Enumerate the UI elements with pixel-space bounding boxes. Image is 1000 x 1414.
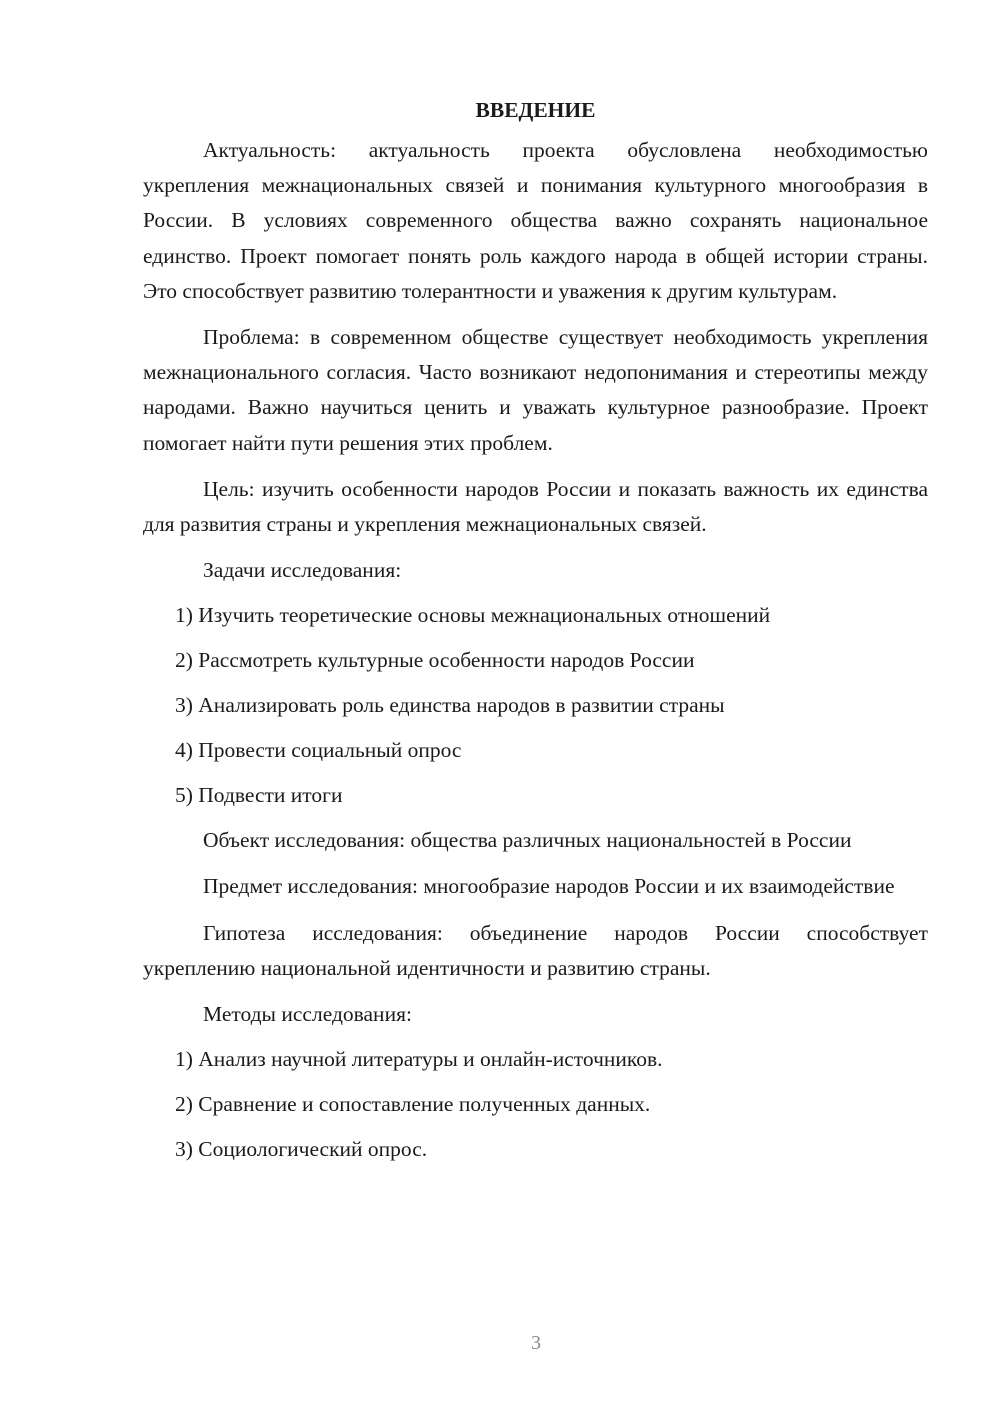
task-item: 3) Анализировать роль единства народов в развитии страны	[175, 693, 725, 718]
subject-paragraph: Предмет исследования: многообразие народов России и их взаимодействие	[203, 874, 895, 899]
page-number: 3	[531, 1332, 541, 1354]
method-item: 3) Социологический опрос.	[175, 1137, 428, 1162]
methods-label: Методы исследования:	[203, 1002, 412, 1027]
hypothesis-paragraph: Гипотеза исследования: объединение народов России способствует укреплению национальной идентичности и развитию страны.	[143, 920, 928, 980]
task-item: 1) Изучить теоретические основы межнациональных отношений	[175, 603, 771, 628]
page-content	[143, 96, 928, 1177]
task-item: 5) Подвести итоги	[175, 783, 343, 808]
goal-paragraph: Цель: изучить особенности народов России и показать важность их единства для развития страны и укрепления межнациональных связей.	[143, 476, 928, 537]
page-title: ВВЕДЕНИЕ	[475, 98, 596, 122]
relevance-paragraph: Актуальность: актуальность проекта обусловлена необходимостью укрепления межнациональных связей и понимания культурного многообразия в России. В условиях современного общества важно сохранять национальное единство. Проект помогает понять роль каждого народа в общей истории страны. Это способствует развитию толерантности и уважения к другим культурам.	[143, 138, 928, 303]
object-paragraph: Объект исследования: общества различных национальностей в России	[203, 828, 852, 853]
method-item: 1) Анализ научной литературы и онлайн-источников.	[175, 1047, 663, 1072]
task-item: 2) Рассмотреть культурные особенности народов России	[175, 648, 695, 673]
problem-paragraph: Проблема: в современном обществе существует необходимость укрепления межнационального согласия. Часто возникают недопонимания и стереотипы между народами. Важно научиться ценить и уважать культурное разнообразие. Проект помогает найти пути решения этих проблем.	[143, 325, 928, 455]
tasks-label: Задачи исследования:	[203, 558, 402, 583]
method-item: 2) Сравнение и сопоставление полученных данных.	[175, 1092, 651, 1117]
task-item: 4) Провести социальный опрос	[175, 738, 462, 763]
